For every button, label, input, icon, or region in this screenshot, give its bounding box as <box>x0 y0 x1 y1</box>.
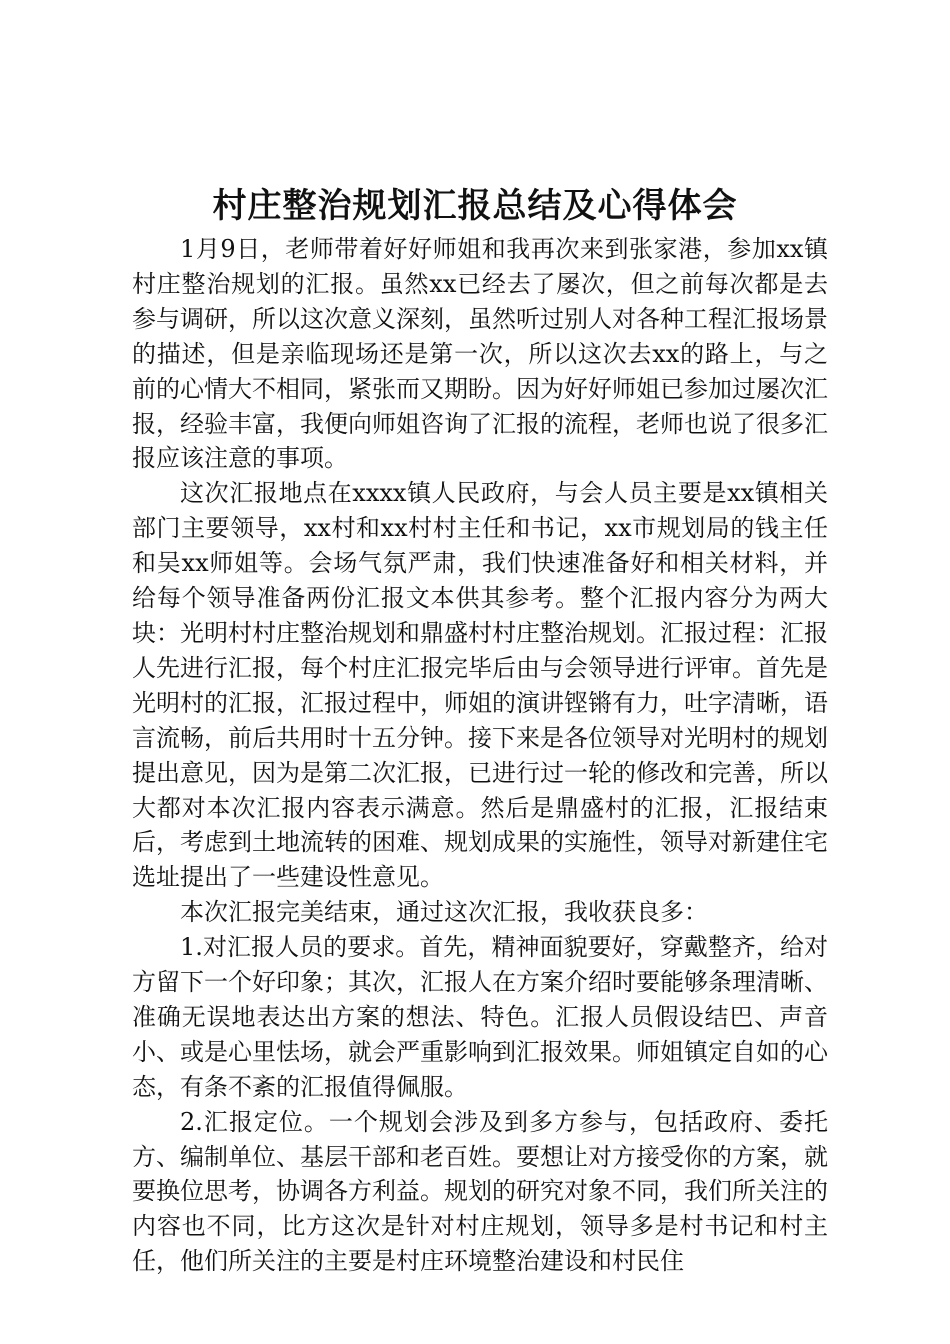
document-body <box>132 232 828 1279</box>
paragraph-point-2: 2.汇报定位。一个规划会涉及到多方参与，包括政府、委托方、编制单位、基层干部和老百姓。要想让对方接受你的方案，就要换位思考，协调各方利益。规划的研究对象不同，我们所关注的内容也不同，比方这次是针对村庄规划，领导多是村书记和村主任，他们所关注的主要是村庄环境整治建设和村民住 <box>132 1107 828 1276</box>
paragraph-point-1: 1.对汇报人员的要求。首先，精神面貌要好，穿戴整齐，给对方留下一个好印象；其次，汇报人在方案介绍时要能够条理清晰、准确无误地表达出方案的想法、特色。汇报人员假设结巴、声音小、或是心里怯场，就会严重影响到汇报效果。师姐镇定自如的心态，有条不紊的汇报值得佩服。 <box>132 933 828 1101</box>
paragraph-summary: 本次汇报完美结束，通过这次汇报，我收获良多： <box>180 898 708 927</box>
paragraph-intro: 1月9日，老师带着好好师姐和我再次来到张家港，参加xx镇村庄整治规划的汇报。虽然xx已经去了屡次，但之前每次都是去参与调研，所以这次意义深刻，虽然听过别人对各种工程汇报场景的描述，但是亲临现场还是第一次，所以这次去xx的路上，与之前的心情大不相同，紧张而又期盼。因为好好师姐已参加过屡次汇报，经验丰富，我便向师姐咨询了汇报的流程，老师也说了很多汇报应该注意的事项。 <box>132 235 828 473</box>
page-title: 村庄整治规划汇报总结及心得体会 <box>212 186 738 226</box>
paragraph-meeting: 这次汇报地点在xxxx镇人民政府，与会人员主要是xx镇相关部门主要领导，xx村和xx村村主任和书记，xx市规划局的钱主任和吴xx师姐等。会场气氛严肃，我们快速准备好和相关材料，并给每个领导准备两份汇报文本供其参考。整个汇报内容分为两大块：光明村村庄整治规划和鼎盛村村庄整治规划。汇报过程：汇报人先进行汇报，每个村庄汇报完毕后由与会领导进行评审。首先是光明村的汇报，汇报过程中，师姐的演讲铿锵有力，吐字清晰，语言流畅，前后共用时十五分钟。接下来是各位领导对光明村的规划提出意见，因为是第二次汇报，已进行过一轮的修改和完善，所以大都对本次汇报内容表示满意。然后是鼎盛村的汇报，汇报结束后，考虑到土地流转的困难、规划成果的实施性，领导对新建住宅选址提出了一些建设性意见。 <box>132 479 828 892</box>
